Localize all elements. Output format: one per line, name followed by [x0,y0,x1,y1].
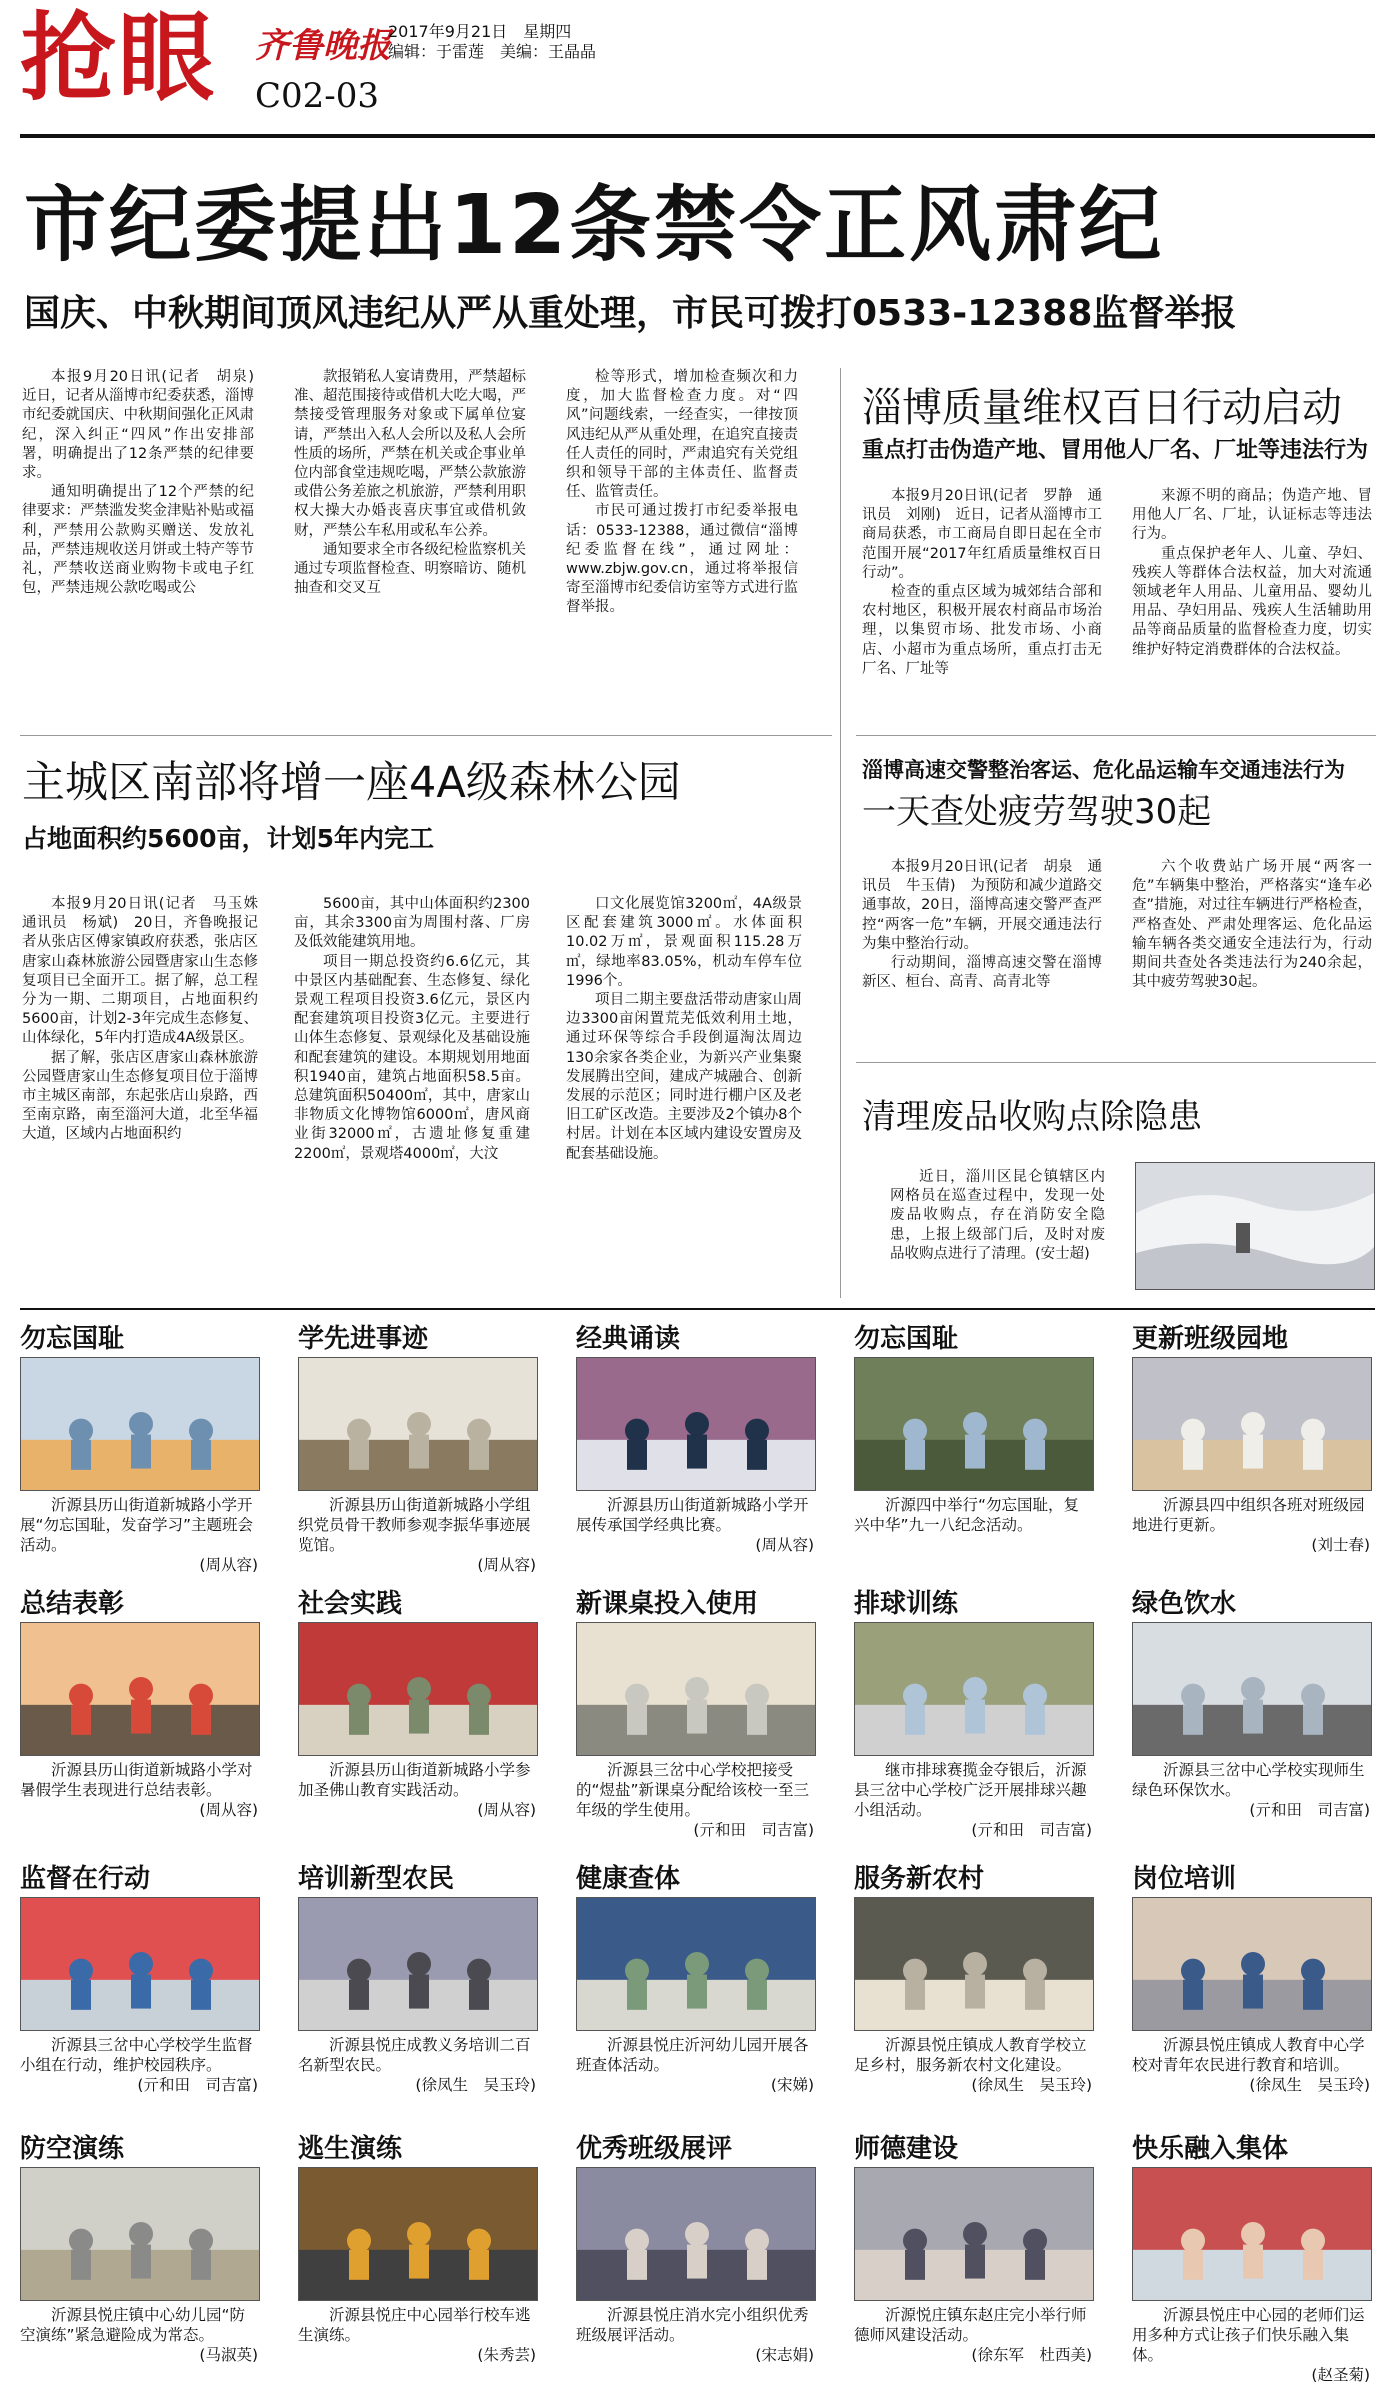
story-photo [20,1897,260,2031]
photo-caption [576,2035,814,2119]
caption-credit: (周从容) [477,1556,536,1574]
caption-credit: (马淑英) [199,2346,258,2364]
photo-story-title: 培训新型农民 [298,1864,455,1894]
caption-credit: (徐凤生 吴玉玲) [971,2076,1092,2094]
lead-col-3: 检等形式，增加检查频次和力度，加大监督检查力度。对“四风”问题线索，一经查实，一律按顶风违纪从严从重处理，在追究直接责任人责任的同时，严肃追究有关党组织和领导干部的主体责任、监督责任、监管责任。 市民可通过拨打市纪委举报电话：0533-12388，通过微信“淄博纪委监督在线”，通过网址：www.zbjw.gov.cn，通过将举报信寄至淄博市纪委信访室等方式进行监督举报。 [566,369,798,616]
quality-col-1: 本报9月20日讯(记者 罗静 通讯员 刘刚) 近日，记者从淄博市工商局获悉，市工商局自即日起在全市范围开展“2017年红盾质量维权百日行动”。 检查的重点区域为城郊结合部和农村地区，积极开展农村商品市场治理，以集贸市场、批发市场、小商店、小超市为重点场所，重点打击无厂名、厂址等 [862,488,1102,677]
page-number: C02-03 [255,76,380,116]
section-title: 抢眼 [20,2,216,114]
caption-text: 沂源县悦庄沂河幼儿园开展各班查体活动。 [576,2036,809,2074]
story-photo [298,2167,538,2301]
story-photo [20,1357,260,1491]
caption-text: 沂源县历山街道新城路小学参加圣佛山教育实践活动。 [298,1761,531,1799]
caption-credit: (朱秀芸) [477,2346,536,2364]
photo-caption [854,1495,1092,1579]
photo-story-title: 服务新农村 [854,1864,985,1894]
park-col-3: 口文化展览馆3200㎡，4A级景区配套建筑3000㎡。水体面积10.02万㎡，景观面积115.28万㎡，绿地率83.05%，机动车停车位1996个。 项目二期主要盘活带动唐家山周边3300亩闲置荒芜低效利用土地，通过环保等综合手段倒逼淘汰周边130余家各类企业，为新兴产业集聚发展腾出空间，建成产城融合、创新发展的示范区；同时进行棚户区及老旧工矿区改造。主要涉及2个镇办8个村居。计划在本区域内建设安置房及配套基础设施。 [566,896,802,1162]
caption-credit: (亓和田 司吉富) [693,1821,814,1839]
caption-text: 沂源县三岔中心学校实现师生绿色环保饮水。 [1132,1761,1365,1799]
photo-caption [576,2305,814,2385]
divider [856,735,1376,736]
caption-text: 沂源县悦庄镇成人教育中心学校对青年农民进行教育和培训。 [1132,2036,1365,2074]
traffic-col-2: 六个收费站广场开展“两客一危”车辆集中整治，严格落实“逢车必查”措施，对过往车辆进行严格检查，严格查处、严肃处理客运、危化品运输车辆各类交通安全违法行为，行动期间共查处各类违法行为240余起，其中疲劳驾驶30起。 [1132,859,1372,991]
story-photo [1132,2167,1372,2301]
story-photo [1132,1357,1372,1491]
caption-credit: (周从容) [755,1536,814,1554]
lead-subhead: 国庆、中秋期间顶风违纪从严从重处理，市民可拨打0533-12388监督举报 [24,293,1237,334]
photo-caption [1132,2305,1370,2385]
waste-text: 近日，淄川区昆仑镇辖区内网格员在巡查过程中，发现一处废品收购点，存在消防安全隐患，上报上级部门后，及时对废品收购点进行了清理。(安士超) [890,1169,1105,1262]
story-photo [298,1622,538,1756]
park-col-1: 本报9月20日讯(记者 马玉姝 通讯员 杨斌) 20日，齐鲁晚报记者从张店区傅家镇政府获悉，张店区唐家山森林旅游公园暨唐家山生态修复项目已全面开工。据了解，总工程分为一期、二期项目，占地面积约5600亩，计划2-3年完成生态修复、山体绿化，5年内打造成4A级景区。 据了解，张店区唐家山森林旅游公园暨唐家山生态修复项目位于淄博市主城区南部，东起张店山泉路，西至南京路，南至淄河大道，北至华福大道，区域内占地面积约 [22,896,273,1143]
traffic-headline: 一天查处疲劳驾驶30起 [862,792,1212,832]
photo-caption [576,1760,814,1844]
photo-story-title: 快乐融入集体 [1132,2134,1289,2164]
story-photo [854,2167,1094,2301]
photo-caption [1132,1495,1370,1579]
caption-text: 沂源四中举行“勿忘国耻，复兴中华”九一八纪念活动。 [854,1496,1080,1534]
grid-rule [20,1308,1375,1310]
caption-credit: (周从容) [199,1556,258,1574]
photo [1135,1162,1375,1290]
caption-text: 沂源县悦庄镇成人教育学校立足乡村，服务新农村文化建设。 [854,2036,1087,2074]
caption-text: 沂源县悦庄镇中心幼儿园“防空演练”紧急避险成为常态。 [20,2306,246,2344]
caption-text: 沂源县历山街道新城路小学开展传承国学经典比赛。 [576,1496,809,1534]
caption-credit: (刘士春) [1311,1536,1370,1554]
photo-story-title: 更新班级园地 [1132,1324,1289,1354]
photo-story-title: 绿色饮水 [1132,1589,1237,1619]
story-photo [854,1622,1094,1756]
issue-date: 2017年9月21日 星期四 [388,22,572,41]
quality-col-2: 来源不明的商品；伪造产地、冒用他人厂名、厂址，认证标志等违法行为。 重点保护老年人、儿童、孕妇、残疾人等群体合法权益，加大对流通领域老年人用品、儿童用品、婴幼儿用品、孕妇用品、残疾人生活辅助用品等商品质量的监督检查力度，切实维护好特定消费群体的合法权益。 [1132,488,1372,658]
caption-credit: (亓和田 司吉富) [971,1821,1092,1839]
caption-text: 沂源县历山街道新城路小学开展“勿忘国耻，发奋学习”主题班会活动。 [20,1496,254,1554]
caption-text: 沂源县悦庄中心园举行校车逃生演练。 [298,2306,531,2344]
caption-text: 沂源县四中组织各班对班级园地进行更新。 [1132,1496,1365,1534]
photo-caption [298,1495,536,1579]
photo-caption [298,2305,536,2385]
story-photo [854,1357,1094,1491]
caption-text: 沂源县三岔中心学校学生监督小组在行动，维护校园秩序。 [20,2036,253,2074]
story-photo [1132,1622,1372,1756]
header-rule [20,134,1375,138]
photo-story-title: 监督在行动 [20,1864,151,1894]
caption-credit: (亓和田 司吉富) [1249,1801,1370,1819]
caption-credit: (亓和田 司吉富) [137,2076,258,2094]
photo-caption [1132,2035,1370,2119]
photo-story-title: 总结表彰 [20,1589,125,1619]
photo-story-title: 经典诵读 [576,1324,681,1354]
story-photo [576,1897,816,2031]
story-photo [298,1357,538,1491]
photo-caption [1132,1760,1370,1844]
caption-text: 沂源悦庄镇东赵庄完小举行师德师风建设活动。 [854,2306,1087,2344]
photo-caption [576,1495,814,1579]
photo-caption [854,2035,1092,2119]
park-headline: 主城区南部将增一座4A级森林公园 [22,758,681,808]
park-col-2: 5600亩，其中山体面积约2300亩，其余3300亩为周围村落、厂房及低效能建筑用地。 项目一期总投资约6.6亿元，其中景区内基础配套、生态修复、绿化景观工程项目投资3.6亿元，景区内配套建筑项目投资3亿元。主要进行山体生态修复、景观绿化及基础设施和配套建筑的建设。本期规划用地面积1940亩，建筑占地面积58.5亩。总建筑面积50400㎡，其中，唐家山非物质文化博物馆6000㎡，唐风商业街32000㎡，古遗址修复重建2200㎡，景观塔4000㎡，大汶 [294,896,530,1162]
story-photo [20,2167,260,2301]
divider [840,368,841,1298]
photo-story-title: 勿忘国耻 [20,1324,125,1354]
caption-credit: (周从容) [199,1801,258,1819]
photo-caption [20,2035,258,2119]
caption-credit: (宋娣) [770,2076,814,2094]
caption-text: 沂源县三岔中心学校把接受的“煜盐”新课桌分配给该校一至三年级的学生使用。 [576,1761,810,1819]
story-photo [20,1622,260,1756]
story-photo [854,1897,1094,2031]
photo-caption [854,2305,1092,2385]
photo-story-title: 学先进事迹 [298,1324,429,1354]
photo-caption [854,1760,1092,1844]
story-photo [1132,1897,1372,2031]
caption-text: 沂源县历山街道新城路小学对暑假学生表现进行总结表彰。 [20,1761,253,1799]
snow-scene-image [1136,1163,1374,1289]
paper-name: 齐鲁晚报 [255,26,391,66]
photo-caption [20,1495,258,1579]
quality-subhead: 重点打击伪造产地、冒用他人厂名、厂址等违法行为 [862,438,1369,463]
story-photo [576,1357,816,1491]
story-photo [576,2167,816,2301]
caption-credit: (赵圣菊) [1311,2366,1370,2384]
photo-story-title: 师德建设 [854,2134,959,2164]
lead-col-2: 款报销私人宴请费用，严禁超标准、超范围接待或借机大吃大喝，严禁接受管理服务对象或下属单位宴请，严禁出入私人会所以及私人会所性质的场所，严禁在机关或企事业单位内部食堂违规吃喝，严禁公款旅游或借公务差旅之机旅游，严禁利用职权大操大办婚丧喜庆事宜或借机敛财，严禁公车私用或私车公养。 通知要求全市各级纪检监察机关通过专项监督检查、明察暗访、随机抽查和交叉互 [294,369,526,597]
photo-story-title: 社会实践 [298,1589,403,1619]
caption-credit: (徐东军 杜西美) [971,2346,1092,2364]
photo-story-title: 新课桌投入使用 [576,1589,759,1619]
caption-text: 沂源县悦庄消水完小组织优秀班级展评活动。 [576,2306,809,2344]
caption-text: 沂源县悦庄中心园的老师们运用多种方式让孩子们快乐融入集体。 [1132,2306,1365,2364]
divider [856,1062,1376,1063]
lead-col-1: 本报9月20日讯(记者 胡泉) 近日，记者从淄博市纪委获悉，淄博市纪委就国庆、中秋期间强化正风肃纪，深入纠正“四风”作出安排部署，明确提出了12条严禁的纪律要求。 通知明确提出了12个严禁的纪律要求：严禁滥发奖金津贴补贴或福利，严禁用公款购买赠送、发放礼品，严禁违规收送月饼或土特产等节礼，严禁收送商业购物卡或电子红包，严禁违规公款吃喝或公 [22,369,269,597]
editors: 编辑：于雷莲 美编：王晶晶 [388,42,597,61]
photo-story-title: 优秀班级展评 [576,2134,733,2164]
caption-credit: (周从容) [477,1801,536,1819]
traffic-kicker: 淄博高速交警整治客运、危化品运输车交通违法行为 [862,758,1345,782]
caption-credit: (徐凤生 吴玉玲) [1249,2076,1370,2094]
caption-text: 沂源县历山街道新城路小学组织党员骨干教师参观李振华事迹展览馆。 [298,1496,531,1554]
caption-text: 沂源县悦庄成教义务培训二百名新型农民。 [298,2036,531,2074]
photo-story-title: 排球训练 [854,1589,959,1619]
photo-caption [20,2305,258,2385]
caption-text: 继市排球赛揽金夺银后，沂源县三岔中心学校广泛开展排球兴趣小组活动。 [854,1761,1087,1819]
lead-headline: 市纪委提出12条禁令正风肃纪 [24,178,1165,273]
quality-headline: 淄博质量维权百日行动启动 [862,385,1342,431]
waste-headline: 清理废品收购点除隐患 [862,1097,1202,1137]
photo-caption [298,1760,536,1844]
story-photo [576,1622,816,1756]
photo-story-title: 勿忘国耻 [854,1324,959,1354]
photo-story-title: 防空演练 [20,2134,125,2164]
traffic-col-1: 本报9月20日讯(记者 胡泉 通讯员 牛玉倩) 为预防和减少道路交通事故，20日，淄博高速交警严查严控“两客一危”车辆，开展交通违法行为集中整治行动。 行动期间，淄博高速交警在淄博新区、桓台、高青、高青北等 [862,859,1102,991]
photo-caption [20,1760,258,1844]
photo-story-title: 健康查体 [576,1864,681,1894]
photo-caption [298,2035,536,2119]
photo-story-title: 岗位培训 [1132,1864,1237,1894]
park-subhead: 占地面积约5600亩，计划5年内完工 [22,824,434,853]
photo-story-title: 逃生演练 [298,2134,403,2164]
story-photo [298,1897,538,2031]
caption-credit: (宋志娟) [755,2346,814,2364]
divider [20,735,832,736]
caption-credit: (徐凤生 吴玉玲) [415,2076,536,2094]
